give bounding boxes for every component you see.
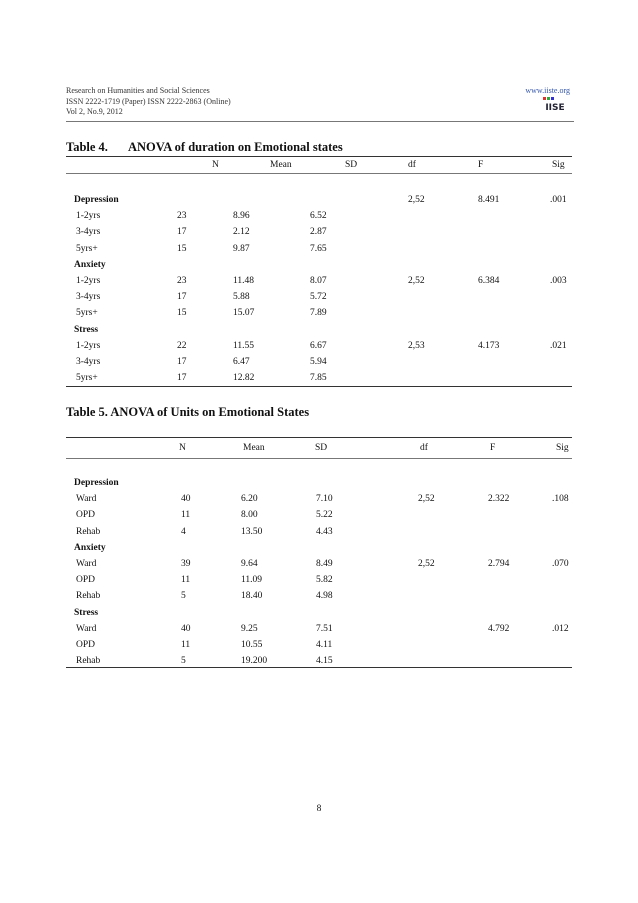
column-header-f: F bbox=[490, 443, 496, 453]
cell-sd: 5.72 bbox=[310, 292, 327, 303]
cell-sd: 4.98 bbox=[316, 591, 333, 602]
cell-mean: 8.96 bbox=[233, 211, 250, 222]
cell-mean: 2.12 bbox=[233, 227, 250, 238]
cell-n: 40 bbox=[181, 623, 191, 634]
row-label: 3-4yrs bbox=[76, 292, 101, 303]
table4-caption bbox=[66, 140, 343, 155]
cell-mean: 13.50 bbox=[241, 526, 263, 537]
table4-number: Table 4. bbox=[66, 140, 108, 154]
cell-sd: 4.11 bbox=[316, 640, 333, 650]
cell-f: 6.384 bbox=[478, 276, 500, 286]
cell-mean: 6.47 bbox=[233, 357, 250, 367]
cell-f: 2.794 bbox=[488, 559, 510, 569]
group-label-stress: Stress bbox=[74, 324, 99, 335]
journal-issn: ISSN 2222-1719 (Paper) ISSN 2222-2863 (Online) bbox=[66, 96, 231, 106]
cell-mean: 5.88 bbox=[233, 292, 250, 303]
cell-n: 39 bbox=[181, 559, 191, 569]
cell-n: 5 bbox=[181, 591, 186, 602]
cell-f: 8.491 bbox=[478, 195, 500, 205]
cell-mean: 8.00 bbox=[241, 510, 258, 521]
journal-url[interactable]: www.iiste.org bbox=[525, 86, 570, 95]
column-header-n: N bbox=[179, 443, 186, 453]
cell-sig: .021 bbox=[550, 340, 567, 351]
row-label: 3-4yrs bbox=[76, 357, 101, 367]
cell-n: 15 bbox=[177, 243, 187, 254]
page-number: 8 bbox=[316, 804, 322, 814]
cell-sd: 4.43 bbox=[316, 526, 333, 537]
row-label: OPD bbox=[76, 510, 96, 521]
cell-mean: 18.40 bbox=[241, 591, 263, 602]
column-header-f: F bbox=[478, 160, 484, 170]
cell-f: 4.792 bbox=[488, 623, 510, 634]
journal-name: Research on Humanities and Social Sciences bbox=[66, 86, 210, 95]
cell-sd: 6.52 bbox=[310, 211, 327, 222]
cell-n: 11 bbox=[181, 640, 191, 650]
row-label: 1-2yrs bbox=[76, 276, 101, 286]
cell-sd: 8.49 bbox=[316, 559, 333, 569]
column-header-sd: SD bbox=[315, 443, 328, 453]
cell-mean: 6.20 bbox=[241, 494, 258, 505]
row-label: OPD bbox=[76, 575, 96, 586]
cell-sd: 7.10 bbox=[316, 494, 333, 505]
column-header-sd: SD bbox=[345, 160, 358, 170]
cell-sd: 4.15 bbox=[316, 656, 333, 667]
table5-bottom-rule bbox=[66, 667, 572, 668]
cell-n: 23 bbox=[177, 276, 187, 286]
cell-f: 4.173 bbox=[478, 340, 500, 351]
cell-n: 15 bbox=[177, 308, 187, 319]
header-divider bbox=[66, 121, 574, 122]
cell-mean: 11.09 bbox=[241, 575, 263, 586]
table4-title: ANOVA of duration on Emotional states bbox=[128, 140, 343, 154]
row-label: 5yrs+ bbox=[76, 308, 98, 319]
cell-sd: 5.22 bbox=[316, 510, 333, 521]
cell-n: 17 bbox=[177, 373, 187, 384]
column-header-mean: Mean bbox=[243, 443, 265, 453]
cell-n: 17 bbox=[177, 227, 187, 238]
cell-sd: 8.07 bbox=[310, 276, 327, 286]
group-label-anxiety: Anxiety bbox=[74, 259, 106, 270]
group-label-stress: Stress bbox=[74, 607, 99, 618]
iiste-logo-icon bbox=[542, 96, 568, 112]
cell-n: 23 bbox=[177, 211, 187, 222]
row-label: Ward bbox=[76, 559, 97, 569]
cell-sig: .108 bbox=[552, 494, 569, 505]
cell-mean: 11.48 bbox=[233, 276, 255, 286]
cell-sd: 7.51 bbox=[316, 623, 333, 634]
row-label: 5yrs+ bbox=[76, 373, 98, 384]
cell-sd: 7.85 bbox=[310, 373, 327, 384]
journal-header bbox=[66, 86, 231, 118]
row-label: 3-4yrs bbox=[76, 227, 101, 238]
column-header-sig: Sig bbox=[552, 160, 565, 170]
group-label-depression: Depression bbox=[74, 478, 119, 488]
cell-mean: 15.07 bbox=[233, 308, 255, 319]
table5-top-rule bbox=[66, 437, 572, 438]
cell-sd: 2.87 bbox=[310, 227, 327, 238]
group-label-depression: Depression bbox=[74, 195, 119, 205]
cell-df: 2,52 bbox=[418, 559, 435, 569]
row-label: OPD bbox=[76, 640, 96, 650]
cell-sd: 5.94 bbox=[310, 357, 327, 367]
journal-volume: Vol 2, No.9, 2012 bbox=[66, 107, 123, 116]
table5-header-rule bbox=[66, 458, 572, 459]
row-label: Rehab bbox=[76, 591, 101, 602]
row-label: 1-2yrs bbox=[76, 211, 101, 222]
cell-sd: 5.82 bbox=[316, 575, 333, 586]
cell-f: 2.322 bbox=[488, 494, 510, 505]
cell-n: 22 bbox=[177, 340, 187, 351]
cell-n: 17 bbox=[177, 357, 187, 367]
cell-n: 11 bbox=[181, 575, 191, 586]
cell-sd: 7.89 bbox=[310, 308, 327, 319]
column-header-sig: Sig bbox=[556, 443, 569, 453]
cell-n: 5 bbox=[181, 656, 186, 667]
logo-text: IISE bbox=[545, 103, 565, 112]
group-label-anxiety: Anxiety bbox=[74, 542, 106, 553]
cell-sig: .012 bbox=[552, 623, 569, 634]
table4-header-rule bbox=[66, 173, 572, 174]
cell-df: 2,52 bbox=[418, 494, 435, 505]
cell-df: 2,53 bbox=[408, 340, 425, 351]
cell-mean: 11.55 bbox=[233, 340, 255, 351]
row-label: 5yrs+ bbox=[76, 243, 98, 254]
cell-mean: 19.200 bbox=[241, 656, 268, 667]
cell-mean: 12.82 bbox=[233, 373, 255, 384]
cell-df: 2,52 bbox=[408, 276, 425, 286]
column-header-mean: Mean bbox=[270, 160, 292, 170]
cell-sig: .070 bbox=[552, 559, 569, 569]
cell-mean: 10.55 bbox=[241, 640, 263, 650]
row-label: Rehab bbox=[76, 526, 101, 537]
column-header-df: df bbox=[408, 160, 416, 170]
column-header-df: df bbox=[420, 443, 428, 453]
cell-mean: 9.87 bbox=[233, 243, 250, 254]
row-label: Rehab bbox=[76, 656, 101, 667]
table4-bottom-rule bbox=[66, 386, 572, 387]
cell-sig: .003 bbox=[550, 276, 567, 286]
cell-sig: .001 bbox=[550, 195, 567, 205]
table5-title: Table 5. ANOVA of Units on Emotional States bbox=[66, 405, 310, 419]
table4-top-rule bbox=[66, 156, 572, 157]
cell-mean: 9.64 bbox=[241, 559, 258, 569]
cell-n: 40 bbox=[181, 494, 191, 505]
cell-n: 11 bbox=[181, 510, 191, 521]
row-label: Ward bbox=[76, 494, 97, 505]
cell-n: 17 bbox=[177, 292, 187, 303]
cell-sd: 7.65 bbox=[310, 243, 327, 254]
cell-df: 2,52 bbox=[408, 195, 425, 205]
cell-mean: 9.25 bbox=[241, 623, 258, 634]
cell-sd: 6.67 bbox=[310, 340, 327, 351]
row-label: 1-2yrs bbox=[76, 340, 101, 351]
column-header-n: N bbox=[212, 160, 219, 170]
row-label: Ward bbox=[76, 623, 97, 634]
cell-n: 4 bbox=[181, 526, 186, 537]
